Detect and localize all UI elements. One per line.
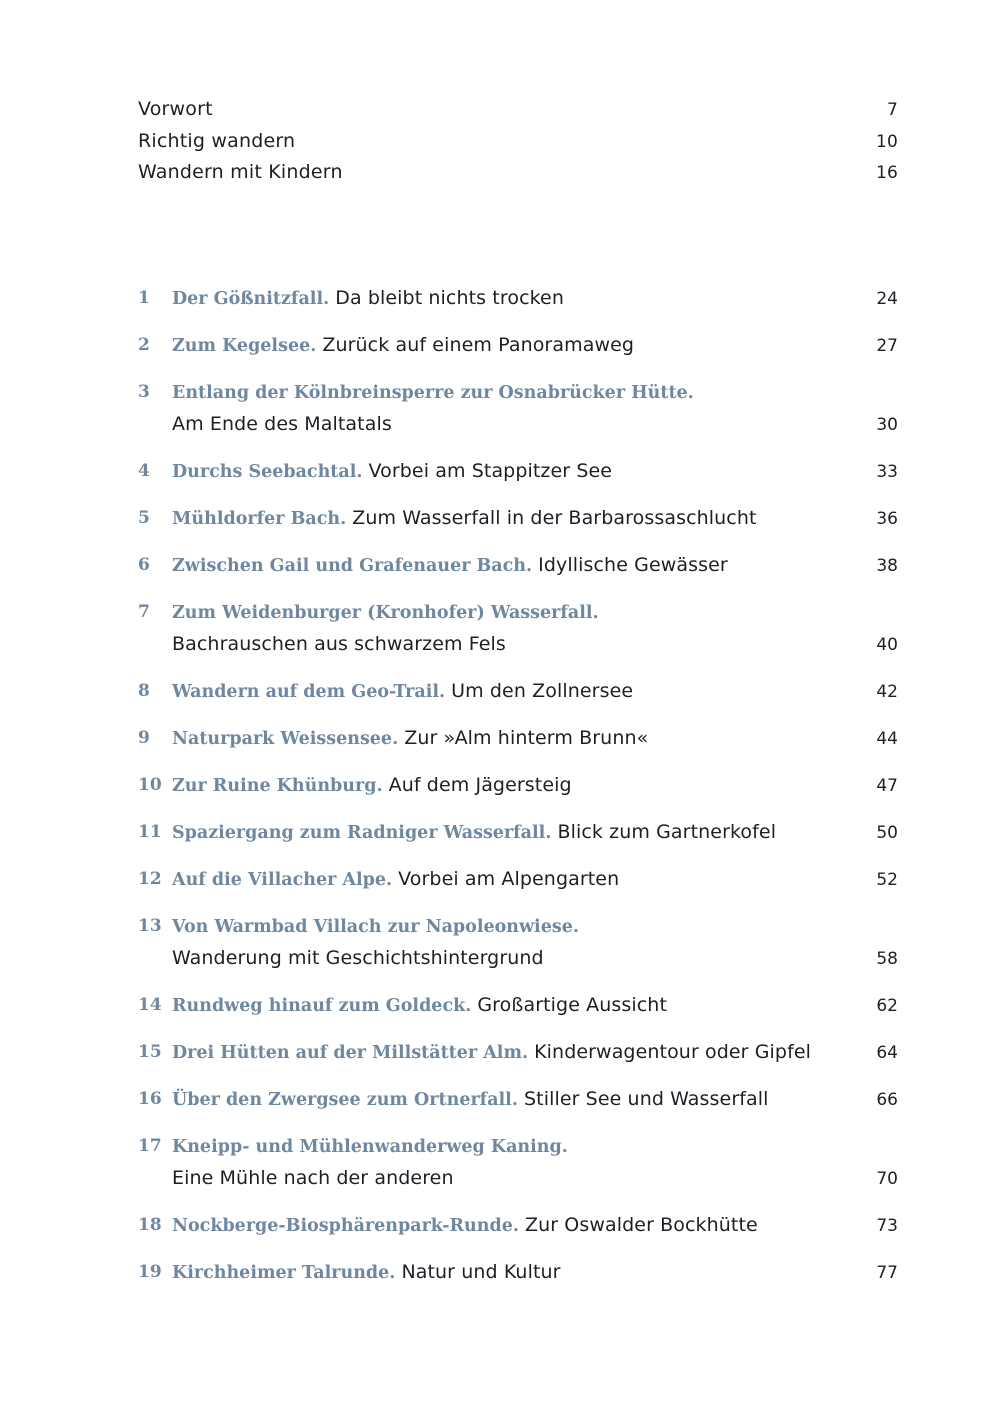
tour-title: Naturpark Weissensee. [172, 728, 399, 749]
tour-page-number: 58 [876, 948, 898, 969]
tour-page-number: 50 [876, 823, 898, 844]
front-matter-list [138, 94, 898, 189]
tour-number: 8 [138, 680, 150, 701]
tour-page-number: 38 [876, 556, 898, 577]
tour-title: Der Gößnitzfall. [172, 289, 330, 309]
tour-number: 14 [138, 995, 162, 1015]
tour-list [138, 283, 898, 1304]
tour-entry[interactable] [138, 1210, 898, 1242]
toc-page-number: 7 [886, 100, 898, 120]
tour-page-number: 64 [876, 1043, 898, 1064]
tour-subtitle: Natur und Kultur [401, 1261, 561, 1284]
tour-title: Zum Weidenburger (Kronhofer) Wasserfall. [172, 603, 599, 624]
tour-number: 17 [138, 1136, 162, 1157]
toc-page-number: 10 [875, 131, 898, 152]
tour-number: 15 [138, 1042, 162, 1063]
tour-entry[interactable] [138, 676, 898, 708]
tour-title: Durchs Seebachtal. [172, 461, 363, 482]
tour-page-number: 47 [876, 776, 898, 797]
tour-title: Kirchheimer Talrunde. [172, 1263, 396, 1284]
toc-entry[interactable] [138, 157, 898, 189]
tour-entry[interactable] [138, 911, 898, 974]
tour-title: Auf die Villacher Alpe. [172, 870, 393, 891]
tour-entry[interactable] [138, 550, 898, 582]
tour-entry[interactable] [138, 330, 898, 362]
tour-number: 7 [138, 602, 150, 623]
tour-subtitle: Stiller See und Wasserfall [523, 1088, 769, 1111]
tour-subtitle: Auf dem Jägersteig [388, 774, 572, 797]
tour-title: Von Warmbad Villach zur Napoleonwiese. [172, 917, 579, 938]
tour-title: Zwischen Gail und Grafenauer Bach. [172, 556, 533, 577]
tour-page-number: 52 [876, 870, 898, 891]
tour-title: Über den Zwergsee zum Ortnerfall. [172, 1090, 518, 1111]
tour-page-number: 40 [876, 634, 898, 655]
tour-subtitle: Um den Zollnersee [451, 679, 634, 702]
toc-entry[interactable] [138, 94, 898, 126]
tour-subtitle: Blick zum Gartnerkofel [557, 821, 777, 844]
tour-page-number: 66 [876, 1090, 898, 1111]
tour-entry[interactable] [138, 283, 898, 315]
tour-page-number: 27 [876, 336, 898, 357]
tour-entry[interactable] [138, 597, 898, 660]
tour-subtitle: Zurück auf einem Panoramaweg [322, 334, 635, 357]
tour-subtitle: Am Ende des Maltatals [172, 412, 392, 435]
tour-number: 5 [138, 507, 150, 528]
tour-subtitle: Zur Oswalder Bockhütte [525, 1213, 758, 1236]
tour-title: Mühldorfer Bach. [172, 508, 347, 529]
tour-entry[interactable] [138, 377, 898, 440]
tour-subtitle: Großartige Aussicht [477, 994, 667, 1016]
tour-page-number: 36 [876, 508, 898, 529]
tour-number: 12 [138, 869, 162, 890]
tour-title: Zur Ruine Khünburg. [172, 776, 383, 797]
toc-entry-title: Richtig wandern [138, 129, 296, 152]
tour-number: 4 [138, 460, 150, 481]
tour-entry[interactable] [138, 990, 898, 1022]
tour-subtitle: Bachrauschen aus schwarzem Fels [172, 632, 506, 655]
tour-number: 1 [138, 288, 150, 308]
tour-title: Rundweg hinauf zum Goldeck. [172, 996, 472, 1016]
tour-subtitle: Kinderwagentour oder Gipfel [534, 1041, 812, 1064]
tour-number: 2 [138, 335, 150, 356]
tour-title: Wandern auf dem Geo-Trail. [172, 681, 446, 702]
tour-subtitle: Wanderung mit Geschichtshintergrund [172, 946, 544, 969]
tour-subtitle: Eine Mühle nach der anderen [172, 1166, 454, 1189]
toc-page-number: 16 [875, 163, 898, 183]
tour-number: 13 [138, 916, 162, 937]
tour-subtitle: Da bleibt nichts trocken [335, 287, 564, 309]
tour-entry[interactable] [138, 1084, 898, 1116]
tour-subtitle: Zum Wasserfall in der Barbarossaschlucht [352, 506, 757, 529]
toc-entry-title: Vorwort [138, 98, 213, 120]
tour-title: Zum Kegelsee. [172, 336, 317, 357]
tour-number: 6 [138, 555, 150, 576]
tour-title: Nockberge-Biosphärenpark-Runde. [172, 1215, 519, 1236]
toc-entry[interactable] [138, 126, 898, 158]
tour-page-number: 70 [876, 1168, 898, 1189]
tour-subtitle: Vorbei am Stappitzer See [368, 459, 613, 482]
tour-entry[interactable] [138, 817, 898, 849]
tour-entry[interactable] [138, 1037, 898, 1069]
tour-page-number: 30 [876, 414, 898, 435]
tour-entry[interactable] [138, 770, 898, 802]
tour-page-number: 42 [876, 681, 898, 702]
tour-title: Entlang der Kölnbreinsperre zur Osnabrücker Hütte. [172, 383, 694, 404]
tour-number: 19 [138, 1262, 162, 1283]
tour-page-number: 33 [876, 461, 898, 482]
tour-number: 11 [138, 822, 162, 843]
tour-entry[interactable] [138, 1257, 898, 1289]
tour-entry[interactable] [138, 456, 898, 488]
toc-entry-title: Wandern mit Kindern [138, 161, 343, 183]
tour-entry[interactable] [138, 864, 898, 896]
tour-entry[interactable] [138, 503, 898, 535]
tour-subtitle: Idyllische Gewässer [538, 554, 728, 577]
tour-title: Spaziergang zum Radniger Wasserfall. [172, 823, 552, 844]
tour-number: 3 [138, 382, 150, 403]
tour-entry[interactable] [138, 1131, 898, 1194]
tour-number: 10 [138, 775, 162, 796]
tour-entry[interactable] [138, 723, 898, 755]
tour-page-number: 73 [876, 1215, 898, 1236]
tour-number: 18 [138, 1214, 162, 1235]
tour-title: Drei Hütten auf der Millstätter Alm. [172, 1043, 529, 1064]
tour-number: 16 [138, 1089, 162, 1110]
tour-number: 9 [138, 727, 150, 748]
tour-page-number: 77 [876, 1263, 898, 1284]
tour-page-number: 24 [876, 289, 898, 309]
tour-subtitle: Zur »Alm hinterm Brunn« [404, 726, 649, 749]
tour-subtitle: Vorbei am Alpengarten [398, 868, 620, 891]
tour-title: Kneipp- und Mühlenwanderweg Kaning. [172, 1137, 568, 1158]
tour-page-number: 44 [876, 728, 898, 749]
tour-page-number: 62 [876, 996, 898, 1016]
